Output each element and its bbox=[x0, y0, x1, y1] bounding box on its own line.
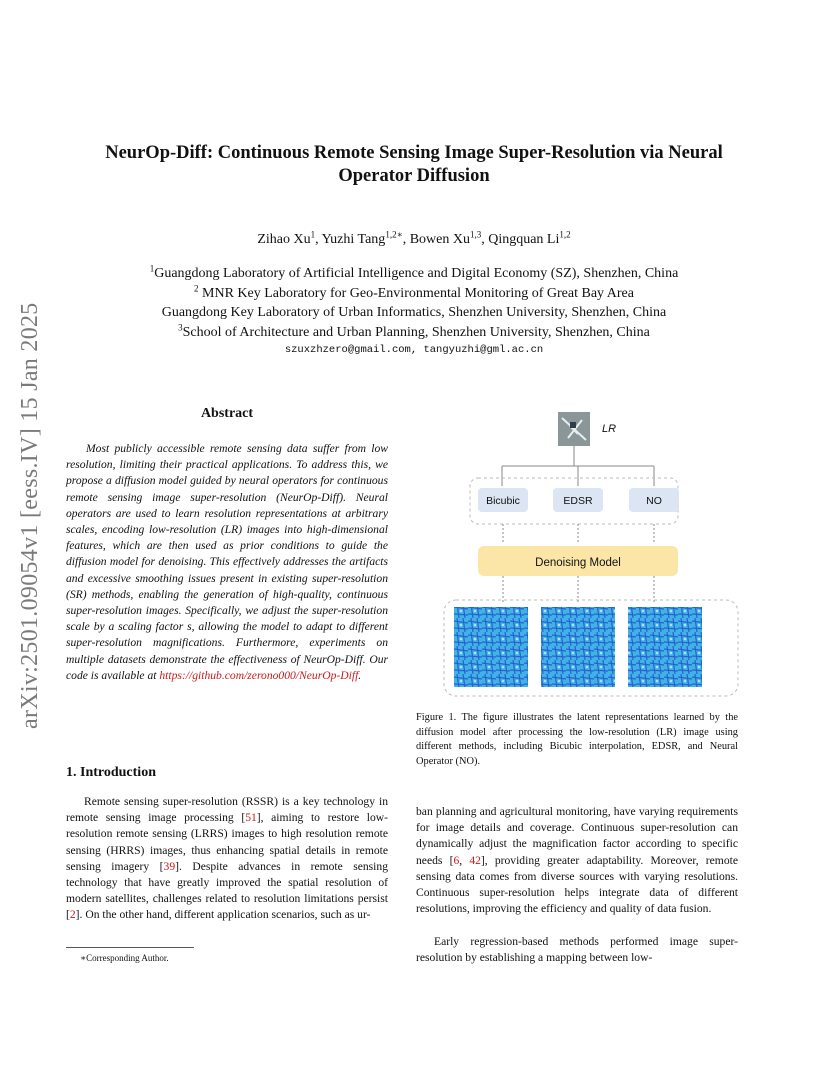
author-emails: szuxzhzero@gmail.com, tangyuzhi@gml.ac.cn bbox=[284, 344, 544, 356]
figure-1 bbox=[440, 408, 740, 700]
affiliation-line: Guangdong Key Laboratory of Urban Informatics, Shenzhen University, Shenzhen, China bbox=[161, 305, 667, 320]
method-label: EDSR bbox=[563, 495, 593, 507]
affiliations bbox=[60, 264, 768, 342]
citation[interactable]: 42 bbox=[469, 853, 481, 867]
author-list: Zihao Xu$^1$, Yuzhi Tang$^{1,2∗}$, Bowen Xu$^{1,3}$, Qingquan Li$^{1,2}$ bbox=[257, 229, 571, 247]
footnote: ∗Corresponding Author. bbox=[80, 953, 169, 963]
right-paragraph-2: Early regression-based methods performed image super-resolution by establishing a mapping between low- bbox=[416, 935, 738, 965]
intro-paragraph: Remote sensing super-resolution (RSSR) is a key technology in remote sensing image processing [51], aiming to restore low-resolution remote sensing (LRRS) images to high resolution remote sensing (HRRS) images, thus enhancing spatial details in remote sensing imagery [39]. Despite advances in remote sensing technology that have greatly improved the spatial resolution of modern satellites, challenges related to resolution limitations persist [2]. On the other hand, different application scenarios, such as ur- bbox=[66, 795, 388, 922]
citation[interactable]: 51 bbox=[245, 811, 257, 825]
author: Zihao Xu$^1$ bbox=[257, 229, 316, 247]
output-image-edsr bbox=[541, 607, 615, 687]
affiliation-line: $^3$School of Architecture and Urban Planning, Shenzhen University, Shenzhen, China bbox=[178, 321, 650, 340]
abstract-heading: Abstract bbox=[200, 406, 254, 421]
author: Bowen Xu$^{1,3}$ bbox=[409, 229, 482, 247]
figure-caption: Figure 1. The figure illustrates the latent representations learned by the diffusion model after processing the low-resolution (LR) image using different methods, including Bicubic interpolation, EDSR, and Neural Operator (NO). bbox=[416, 712, 738, 767]
method-label: NO bbox=[646, 495, 662, 507]
output-image-no bbox=[628, 607, 702, 687]
affiliation-line: $^2$ MNR Key Laboratory for Geo-Environmental Monitoring of Great Bay Area bbox=[194, 282, 634, 301]
arxiv-stamp: arXiv:2501.09054v1 [eess.IV] 15 Jan 2025 bbox=[17, 302, 43, 729]
author: Qingquan Li$^{1,2}$ bbox=[488, 229, 571, 247]
affiliation-line: $^1$Guangdong Laboratory of Artificial Intelligence and Digital Economy (SZ), Shenzhen, China bbox=[149, 263, 679, 281]
output-image-bicubic bbox=[454, 607, 528, 687]
section-heading: 1. Introduction bbox=[66, 765, 156, 780]
citation[interactable]: 2 bbox=[69, 908, 76, 922]
citation[interactable]: 6 bbox=[453, 853, 460, 867]
lr-label: LR bbox=[602, 423, 617, 435]
lr-thumbnail bbox=[558, 412, 590, 446]
code-link[interactable]: https://github.com/zerono000/NeurOp-Diff bbox=[159, 668, 359, 682]
right-paragraph: ban planning and agricultural monitoring, have varying requirements for image details and coverage. Continuous super-resolution can dynamically adjust the magnification factor according to specific needs [6, 42], providing greater adaptability. Moreover, remote sensing data comes from diverse sources with varying resolutions. Continuous super-resolution helps integrate data of different resolutions, improving the efficiency and quality of data fusion. bbox=[416, 805, 738, 916]
author: Yuzhi Tang$^{1,2∗}$ bbox=[321, 229, 403, 247]
abstract-body: Most publicly accessible remote sensing data suffer from low resolution, limiting their practical applications. To address this, we propose a diffusion model guided by neural operators for continuous remote sensing image super-resolution (NeurOp-Diff). Neural operators are used to learn resolution representations at arbitrary scales, encoding low-resolution (LR) images into high-dimensional features, which are then used as prior conditions to guide the diffusion model for denoising. This effectively addresses the artifacts and excessive smoothing issues present in existing super-resolution (SR) methods, enabling the generation of high-quality, continuous super-resolution images. Specifically, we adjust the super-resolution scale by a scaling factor s, allowing the model to adapt to different super-resolution magnifications. Furthermore, experiments on multiple datasets demonstrate the effectiveness of NeurOp-Diff. Our code is available at https://github.com/zerono000/NeurOp-Diff. bbox=[66, 442, 388, 682]
footnote-rule bbox=[66, 947, 194, 948]
denoising-model-label: Denoising Model bbox=[535, 557, 621, 569]
citation[interactable]: 39 bbox=[163, 859, 176, 873]
method-label: Bicubic bbox=[486, 495, 520, 507]
paper-title: NeurOp-Diff: Continuous Remote Sensing Image Super-Resolution via Neural Operator Diffusion bbox=[105, 143, 723, 186]
